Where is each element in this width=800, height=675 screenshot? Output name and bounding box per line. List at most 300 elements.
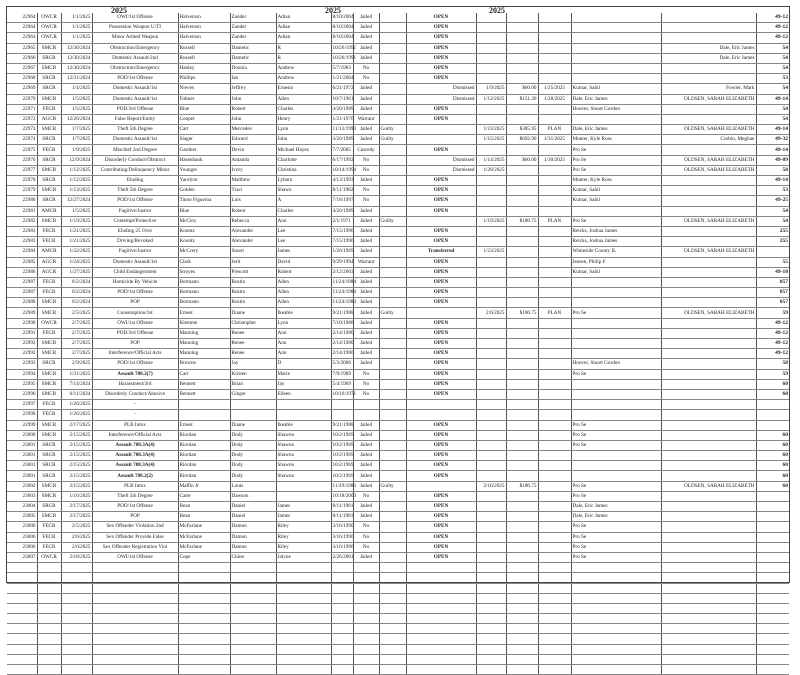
custody-status: No [353, 522, 379, 532]
filed-date: 12/30/2024 [61, 53, 92, 63]
empty-cell [476, 603, 506, 613]
fine-amount [506, 542, 538, 552]
case-number: 22964 [7, 23, 37, 33]
fine-amount: $692.90 [506, 135, 538, 145]
plea [379, 176, 406, 186]
table-row [7, 349, 789, 359]
empty-cell [379, 583, 406, 593]
court-date [476, 257, 506, 267]
empty-cell [379, 563, 406, 573]
custody-status: Custody [353, 145, 379, 155]
plea [379, 339, 406, 349]
middle-name: Allen [276, 288, 331, 298]
last-name: Manning [178, 328, 230, 338]
filed-date: 12/9/2024 [61, 155, 92, 165]
first-name: Ivory [230, 165, 276, 175]
statute-code: 59 [756, 308, 789, 318]
empty-cell [37, 654, 61, 664]
charge: Disorderly Conduct/Abusive [92, 389, 178, 399]
table-row [7, 288, 789, 298]
statute-code: 54 [756, 206, 789, 216]
table-row [7, 339, 789, 349]
case-type: SMCR [37, 165, 61, 175]
empty-cell [476, 614, 506, 624]
case-number: 22983 [7, 237, 37, 247]
empty-cell [379, 634, 406, 644]
empty-cell [506, 583, 538, 593]
due-date [538, 267, 571, 277]
first-name: Stuart [230, 247, 276, 257]
court-date [476, 461, 506, 471]
empty-cell [331, 593, 353, 603]
statute-code: 49-12 [756, 339, 789, 349]
prosecutor: OLDSEN, SARAH ELIZABETH [661, 216, 756, 226]
empty-cell [61, 634, 92, 644]
case-number: 22973 [7, 125, 37, 135]
last-name: Younger [178, 165, 230, 175]
empty-cell [331, 563, 353, 573]
case-number: 22999 [7, 420, 37, 430]
table-row [7, 33, 789, 43]
middle-name: John [276, 135, 331, 145]
dob-cell: 2/14/1980 [331, 328, 353, 338]
statute-code: 54 [756, 53, 789, 63]
plea: Guilty [379, 135, 406, 145]
court-date [476, 389, 506, 399]
custody-status: Jailed [353, 298, 379, 308]
statute-code [756, 542, 789, 552]
table-row [7, 410, 789, 420]
empty-cell [230, 614, 276, 624]
last-name: Golden [178, 186, 230, 196]
statute-code: 49-14 [756, 125, 789, 135]
fine-amount [506, 267, 538, 277]
empty-cell [756, 573, 789, 583]
charge: Assault 708.2(2) [92, 471, 178, 481]
prosecutor [661, 502, 756, 512]
court-date [476, 298, 506, 308]
first-name: Kristen [230, 369, 276, 379]
first-name: Renee [230, 339, 276, 349]
table-row [7, 308, 789, 318]
middle-name: Robert [276, 267, 331, 277]
prosecutor [661, 318, 756, 328]
case-number: 22992 [7, 339, 37, 349]
custody-status: No [353, 155, 379, 165]
table-row [7, 267, 789, 277]
empty-cell [178, 624, 230, 634]
empty-cell [61, 603, 92, 613]
last-name: Cope [178, 552, 230, 562]
empty-cell [92, 573, 178, 583]
prosecutor [661, 451, 756, 461]
last-name: Maffin Jr [178, 481, 230, 491]
case-number: 22990 [7, 318, 37, 328]
charge: Eluding 25 Over [92, 226, 178, 236]
first-name: Jerit [230, 257, 276, 267]
dob-cell: 8/10/2004 [331, 33, 353, 43]
blank-row [7, 634, 789, 644]
fine-amount [506, 359, 538, 369]
filed-date: 1/5/2025 [61, 206, 92, 216]
plea [379, 74, 406, 84]
last-name: Russell [178, 43, 230, 53]
dob-cell: 2/1/1971 [331, 216, 353, 226]
empty-cell [7, 644, 37, 654]
due-date: 1/25/2025 [538, 84, 571, 94]
empty-cell [756, 593, 789, 603]
case-number: 23006 [7, 522, 37, 532]
middle-name: Shawn [276, 186, 331, 196]
empty-cell [37, 634, 61, 644]
custody-status: Jailed [353, 84, 379, 94]
status: OPEN [406, 53, 476, 63]
middle-name: Shawno [276, 430, 331, 440]
custody-status: Jailed [353, 135, 379, 145]
empty-cell [353, 563, 379, 573]
due-date [538, 369, 571, 379]
case-type: SRCR [37, 451, 61, 461]
empty-cell [661, 583, 756, 593]
table-row [7, 400, 789, 410]
statute-code: 49-12 [756, 23, 789, 33]
custody-status: No [353, 165, 379, 175]
last-name: Riordan [178, 451, 230, 461]
statute-code: 057 [756, 288, 789, 298]
empty-cell [331, 583, 353, 593]
due-date [538, 257, 571, 267]
statute-code [756, 512, 789, 522]
case-number: 23006 [7, 532, 37, 542]
charge: Fugitive/Justice [92, 206, 178, 216]
court-date: 2/16/2025 [476, 481, 506, 491]
empty-cell [276, 583, 331, 593]
court-date [476, 104, 506, 114]
status: OPEN [406, 369, 476, 379]
charge: POD/1st Offense [92, 359, 178, 369]
attorney [571, 43, 661, 53]
empty-cell [756, 665, 789, 675]
attorney: Pro Se [571, 440, 661, 450]
court-date [476, 502, 506, 512]
empty-cell [92, 603, 178, 613]
dob-cell: 8/11/1981 [331, 502, 353, 512]
plea [379, 379, 406, 389]
court-date: 1/28/2025 [476, 165, 506, 175]
case-number: 22992 [7, 349, 37, 359]
first-name: Alexander [230, 226, 276, 236]
plea [379, 257, 406, 267]
empty-cell [571, 614, 661, 624]
empty-cell [353, 644, 379, 654]
table-row [7, 23, 789, 33]
due-date [538, 196, 571, 206]
empty-cell [7, 634, 37, 644]
middle-name: Adian [276, 33, 331, 43]
case-number: 23001 [7, 471, 37, 481]
empty-cell [331, 654, 353, 664]
empty-cell [538, 634, 571, 644]
empty-cell [661, 654, 756, 664]
middle-name: Ann [276, 216, 331, 226]
court-date [476, 196, 506, 206]
fine-amount: $151.20 [506, 94, 538, 104]
empty-cell [538, 573, 571, 583]
first-name: Daniel [230, 512, 276, 522]
statute-code [756, 400, 789, 410]
case-number: 23005 [7, 512, 37, 522]
charge: Fugitive/Justice [92, 247, 178, 257]
custody-status: Jailed [353, 226, 379, 236]
status: OPEN [406, 318, 476, 328]
case-type: SRCR [37, 155, 61, 165]
case-number: 23007 [7, 552, 37, 562]
fine-amount: $180.75 [506, 308, 538, 318]
due-date [538, 349, 571, 359]
last-name: Stroyes [178, 267, 230, 277]
dob-cell: 3/20/1989 [331, 135, 353, 145]
case-type: SMCR [37, 186, 61, 196]
empty-cell [61, 624, 92, 634]
prosecutor [661, 359, 756, 369]
charge: Eluding [92, 176, 178, 186]
fine-amount [506, 196, 538, 206]
table-row [7, 552, 789, 562]
attorney: Pro Se [571, 155, 661, 165]
statute-code: 58 [756, 359, 789, 369]
court-date: 1/19/2025 [476, 216, 506, 226]
filed-date: 6/2/2024 [61, 288, 92, 298]
filed-date: 1/9/2025 [61, 145, 92, 155]
last-name: Carte [178, 491, 230, 501]
middle-name: Shawno [276, 461, 331, 471]
last-name: Halverson [178, 33, 230, 43]
empty-cell [506, 654, 538, 664]
attorney: Kumar, Sahil [571, 84, 661, 94]
empty-cell [92, 634, 178, 644]
plea [379, 247, 406, 257]
due-date [538, 359, 571, 369]
empty-cell [538, 665, 571, 675]
status: OPEN [406, 33, 476, 43]
filed-date: 2/15/2025 [61, 440, 92, 450]
empty-cell [571, 563, 661, 573]
empty-cell [406, 563, 476, 573]
empty-cell [661, 573, 756, 583]
case-type: SRCR [37, 461, 61, 471]
case-type: OWCR [37, 33, 61, 43]
empty-cell [506, 624, 538, 634]
case-number: 22967 [7, 63, 37, 73]
status: OPEN [406, 186, 476, 196]
status: Transferred [406, 247, 476, 257]
status: OPEN [406, 522, 476, 532]
fine-amount [506, 491, 538, 501]
charge: Driving/Revoked [92, 237, 178, 247]
due-date [538, 522, 571, 532]
due-date [538, 277, 571, 287]
case-number: 22969 [7, 84, 37, 94]
case-type: OWCR [37, 318, 61, 328]
statute-code: 49-14 [756, 176, 789, 186]
empty-cell [92, 644, 178, 654]
charge: Domestic Assault/1st [92, 84, 178, 94]
plea [379, 84, 406, 94]
court-date [476, 186, 506, 196]
case-number: 22978 [7, 176, 37, 186]
status: OPEN [406, 145, 476, 155]
first-name: Duane [230, 308, 276, 318]
case-type: SMCR [37, 125, 61, 135]
plea [379, 196, 406, 206]
case-type: FECR [37, 104, 61, 114]
charge: Assault 708.3A(4) [92, 461, 178, 471]
status: OPEN [406, 471, 476, 481]
empty-cell [506, 593, 538, 603]
plea [379, 53, 406, 63]
middle-name: Andrew [276, 74, 331, 84]
status: OPEN [406, 104, 476, 114]
dob-cell: 4/20/1989 [331, 206, 353, 216]
case-type: SMCR [37, 430, 61, 440]
case-number: 22991 [7, 328, 37, 338]
prosecutor [661, 206, 756, 216]
empty-cell [37, 583, 61, 593]
prosecutor [661, 522, 756, 532]
custody-status: Jailed [353, 125, 379, 135]
filed-date: 2/18/2025 [61, 552, 92, 562]
last-name: Carr [178, 369, 230, 379]
court-date: 1/15/2025 [476, 135, 506, 145]
middle-name: A [276, 196, 331, 206]
empty-cell [61, 654, 92, 664]
middle-name: Lee [276, 237, 331, 247]
custody-status: No [353, 186, 379, 196]
court-date [476, 176, 506, 186]
charge: Assault 708.2(7) [92, 369, 178, 379]
first-name: Donnia [230, 63, 276, 73]
first-name: Damon [230, 532, 276, 542]
plea [379, 63, 406, 73]
empty-cell [7, 654, 37, 664]
court-date [476, 359, 506, 369]
filed-date: 12/30/2024 [61, 63, 92, 73]
last-name: Riordan [178, 471, 230, 481]
statute-code: 60 [756, 451, 789, 461]
custody-status: No [353, 379, 379, 389]
table-row [7, 206, 789, 216]
filed-date: 1/4/2025 [61, 84, 92, 94]
table-row [7, 257, 789, 267]
status: OPEN [406, 176, 476, 186]
charge: Mischief 2nd Degree [92, 145, 178, 155]
middle-name: Allen [276, 94, 331, 104]
fine-amount [506, 237, 538, 247]
fine-amount [506, 247, 538, 257]
case-number: 22986 [7, 267, 37, 277]
empty-cell [756, 614, 789, 624]
dob-cell: 2/14/1980 [331, 339, 353, 349]
case-number: 22974 [7, 135, 37, 145]
attorney [571, 389, 661, 399]
filed-date: 1/1/2025 [61, 23, 92, 33]
middle-name: Ann [276, 349, 331, 359]
first-name: Brian [230, 379, 276, 389]
table-row [7, 176, 789, 186]
filed-date: 1/19/2025 [61, 216, 92, 226]
case-type: AGCR [37, 257, 61, 267]
first-name: Zander [230, 23, 276, 33]
last-name: Clark [178, 257, 230, 267]
empty-cell [276, 593, 331, 603]
due-date [538, 502, 571, 512]
empty-cell [7, 593, 37, 603]
case-type: SRCR [37, 84, 61, 94]
plea [379, 23, 406, 33]
empty-cell [538, 654, 571, 664]
dob-cell: 3/16/1990 [331, 522, 353, 532]
table-row [7, 186, 789, 196]
case-number: 22975 [7, 145, 37, 155]
statute-code: 60 [756, 379, 789, 389]
case-number: 22977 [7, 165, 37, 175]
status [406, 135, 476, 145]
court-date [476, 400, 506, 410]
fine-amount [506, 440, 538, 450]
due-date [538, 420, 571, 430]
due-date [538, 176, 571, 186]
empty-cell [379, 614, 406, 624]
plea [379, 410, 406, 420]
statute-code: 54 [756, 114, 789, 124]
plea [379, 145, 406, 155]
statute-code: 49-14 [756, 145, 789, 155]
middle-name: R [276, 43, 331, 53]
last-name: Phillips [178, 74, 230, 84]
statute-code: 49-32 [756, 135, 789, 145]
last-name: Ernest [178, 308, 230, 318]
due-date: PLAN [538, 308, 571, 318]
first-name: John [230, 94, 276, 104]
fine-amount: $385.95 [506, 125, 538, 135]
table-row [7, 532, 789, 542]
plea [379, 430, 406, 440]
middle-name: Eileen [276, 389, 331, 399]
dob-cell: 1/21/1976 [331, 114, 353, 124]
empty-cell [178, 563, 230, 573]
empty-cell [756, 583, 789, 593]
due-date [538, 206, 571, 216]
first-name: Rustin [230, 298, 276, 308]
filed-date: 1/7/2025 [61, 125, 92, 135]
case-number: 23006 [7, 542, 37, 552]
empty-cell [506, 634, 538, 644]
year-header-1: 2025 [111, 6, 127, 15]
custody-status: No [353, 196, 379, 206]
case-type: SRCR [37, 53, 61, 63]
status [406, 216, 476, 226]
blank-row [7, 593, 789, 603]
empty-cell [538, 624, 571, 634]
last-name: Halverson [178, 23, 230, 33]
filed-date: 1/26/2025 [61, 410, 92, 420]
empty-cell [406, 644, 476, 654]
attorney: Dale, Eric James [571, 94, 661, 104]
attorney [571, 206, 661, 216]
custody-status: No [353, 389, 379, 399]
empty-cell [538, 614, 571, 624]
empty-cell [661, 644, 756, 654]
